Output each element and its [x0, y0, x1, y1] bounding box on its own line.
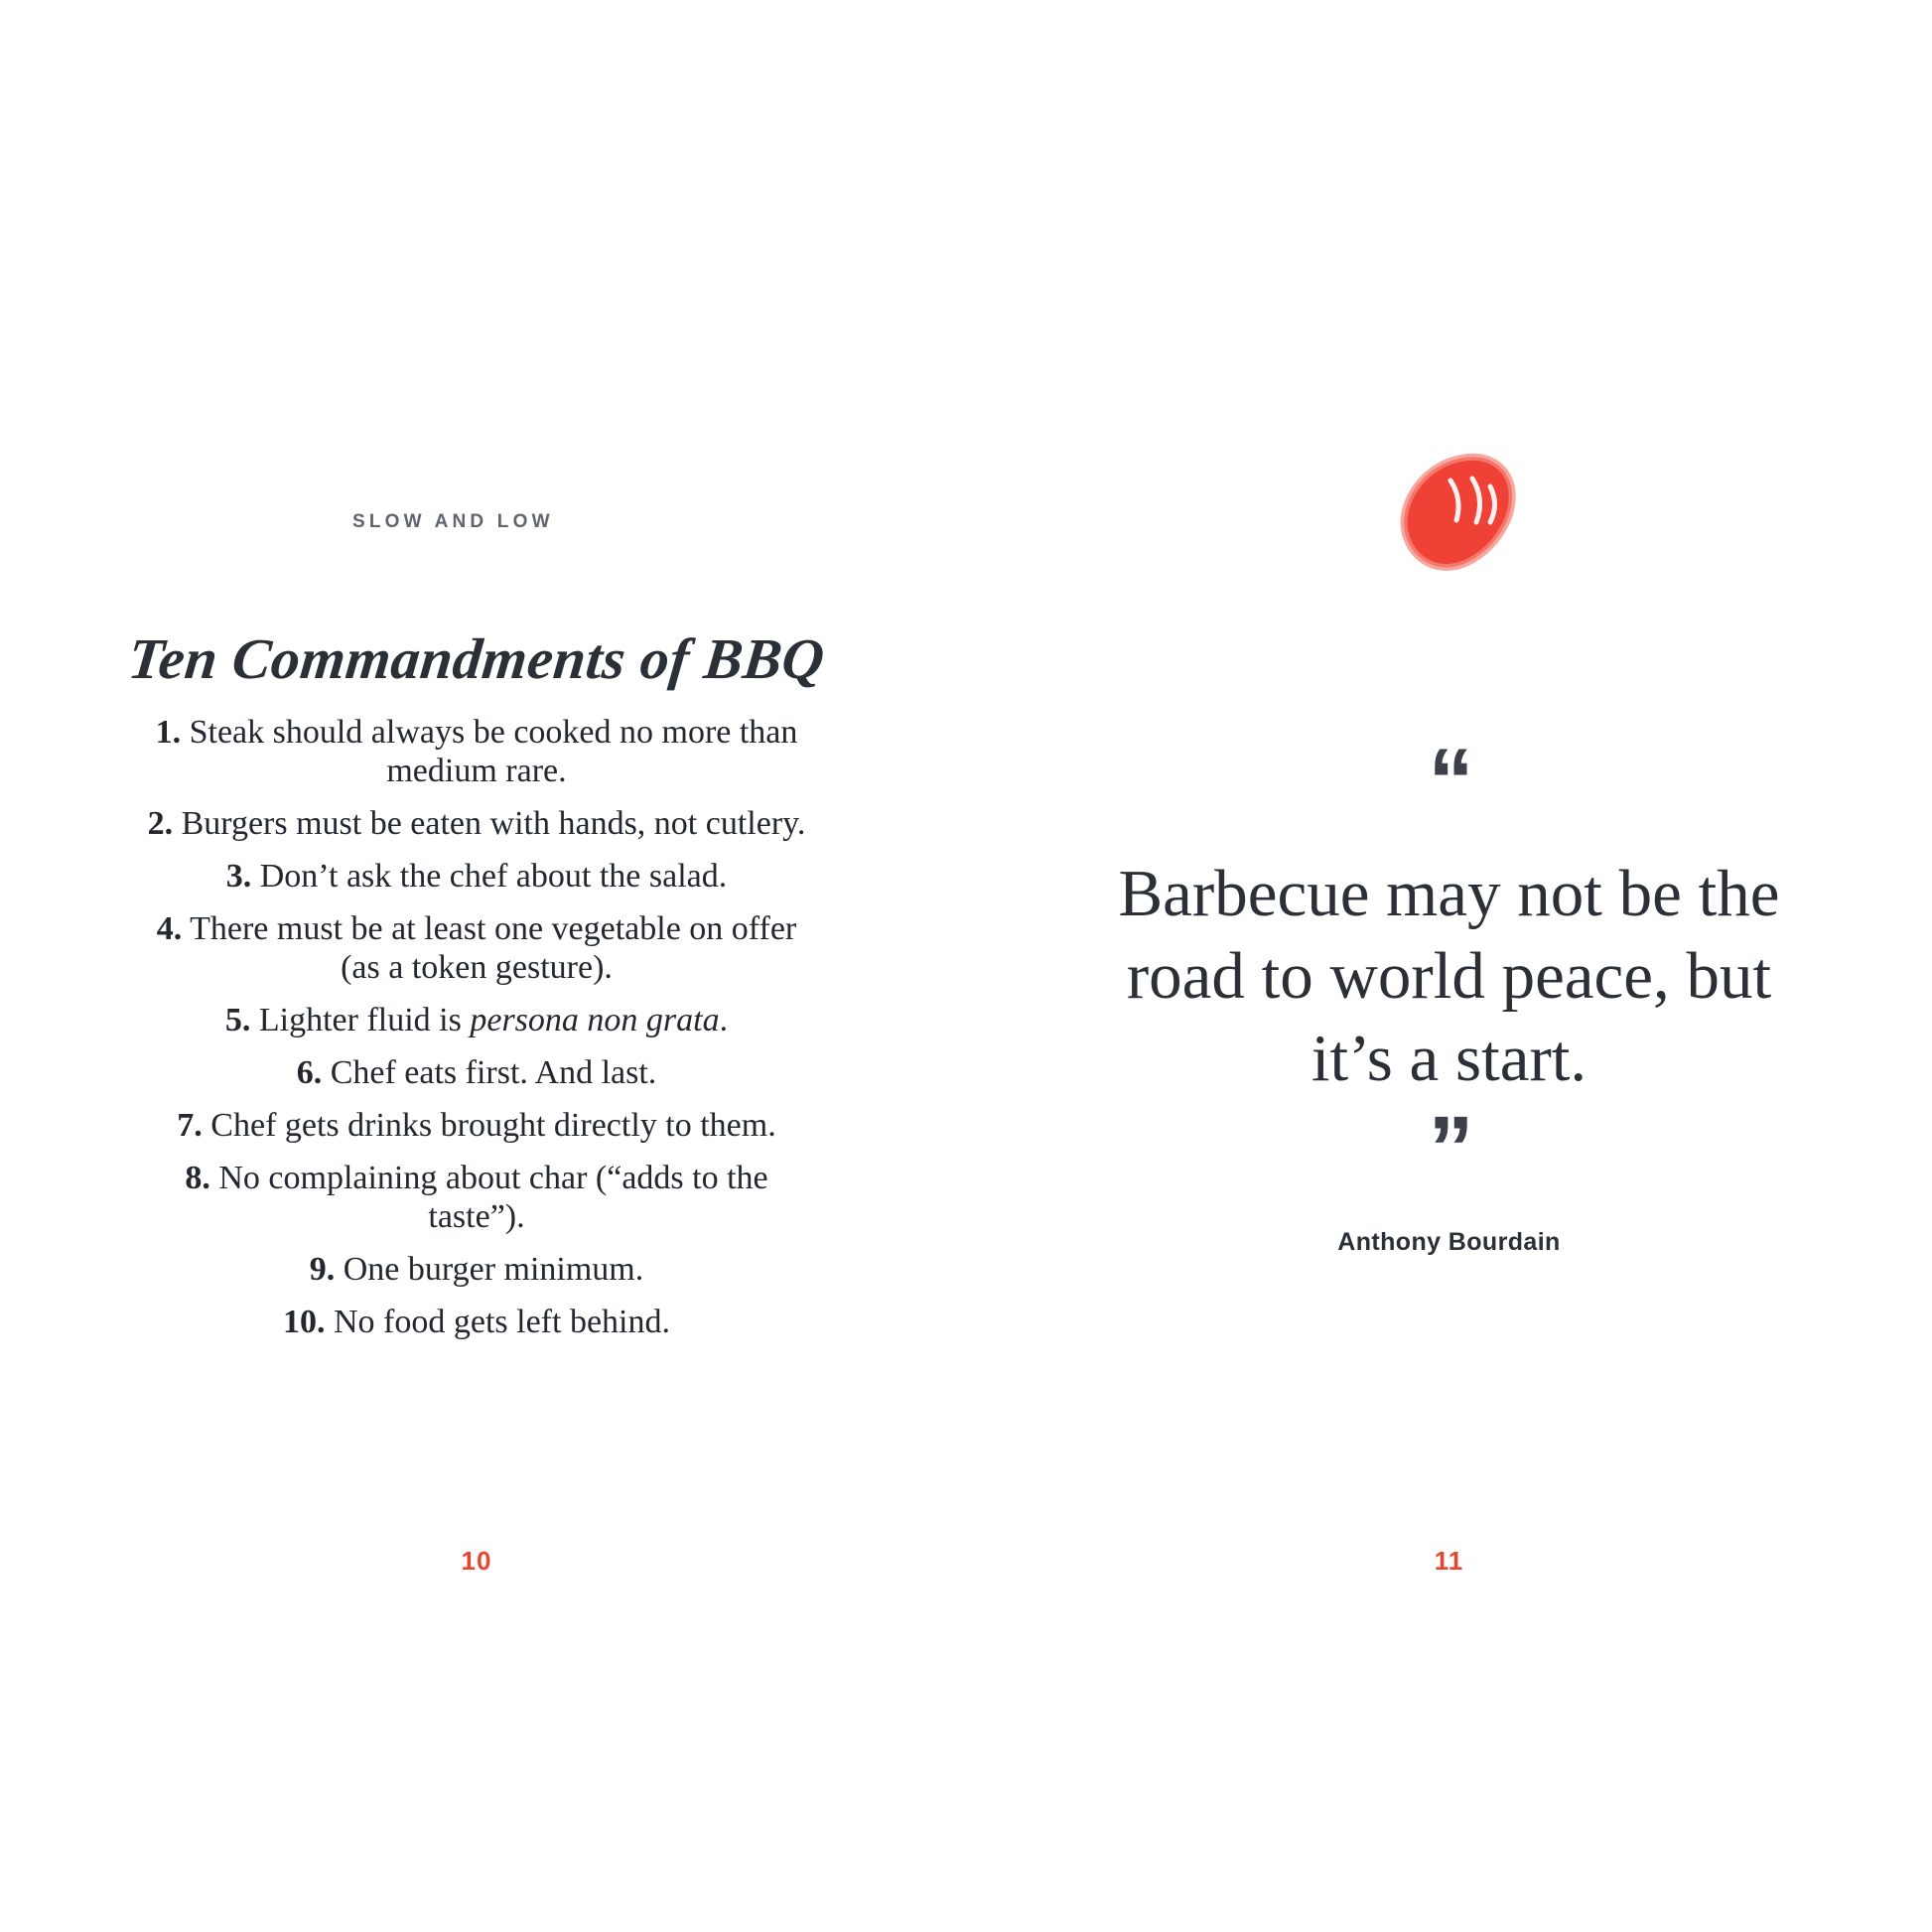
page-number-right: 11 — [1434, 1546, 1464, 1576]
list-item-text: Don’t ask the chef about the salad. — [259, 858, 728, 895]
left-page-content — [109, 0, 844, 1932]
list-item — [109, 1250, 844, 1289]
list-item-number: 1. — [155, 714, 182, 751]
list-item-text: Lighter fluid is — [258, 1002, 471, 1038]
list-item-text: Steak should always be cooked no more than medium rare. — [189, 714, 798, 789]
list-item — [109, 1303, 844, 1341]
quote-close-icon: ” — [1428, 1098, 1470, 1200]
list-item-text: One burger minimum. — [343, 1251, 644, 1288]
list-item-number: 4. — [156, 910, 183, 947]
list-item-tail: . — [719, 1002, 729, 1038]
list-item-emphasis: persona non grata — [470, 1002, 720, 1038]
list-item-text: Burgers must be eaten with hands, not cutlery. — [181, 805, 806, 842]
list-item — [109, 1001, 844, 1039]
list-item-number: 7. — [177, 1107, 203, 1144]
list-item-text: No food gets left behind. — [334, 1304, 670, 1340]
list-item — [109, 804, 844, 843]
list-item-number: 8. — [185, 1160, 210, 1196]
page-number-left: 10 — [461, 1546, 492, 1576]
list-item-number: 2. — [147, 805, 174, 842]
right-page — [966, 0, 1932, 1932]
commandments-list — [109, 713, 844, 1355]
list-item-text: Chef eats first. And last. — [330, 1054, 657, 1091]
list-item — [109, 713, 844, 790]
list-item-text: There must be at least one vegetable on offer (as a token gesture). — [190, 910, 797, 986]
list-item-text: No complaining about char (“adds to the taste”). — [218, 1160, 768, 1235]
quote-text: Barbecue may not be the road to world peace, but it’s a start. — [1118, 857, 1780, 1096]
list-item-number: 6. — [296, 1054, 323, 1091]
list-item — [109, 1053, 844, 1092]
list-item — [109, 1159, 844, 1236]
running-head: SLOW AND LOW — [352, 511, 554, 532]
quote-open-icon: “ — [1428, 731, 1470, 832]
pull-quote — [966, 731, 1932, 1257]
list-item-text: Chef gets drinks brought directly to them. — [210, 1107, 776, 1144]
list-item — [109, 1106, 844, 1145]
list-item-number: 3. — [225, 858, 252, 895]
list-item-number: 9. — [309, 1251, 336, 1288]
steak-icon — [1365, 437, 1534, 606]
list-item-number: 10. — [283, 1304, 326, 1340]
list-item-number: 5. — [224, 1002, 251, 1038]
quote-attribution: Anthony Bourdain — [1337, 1228, 1561, 1257]
list-item — [109, 857, 844, 896]
page-title: Ten Commandments of BBQ — [125, 626, 828, 691]
list-item — [109, 909, 844, 987]
